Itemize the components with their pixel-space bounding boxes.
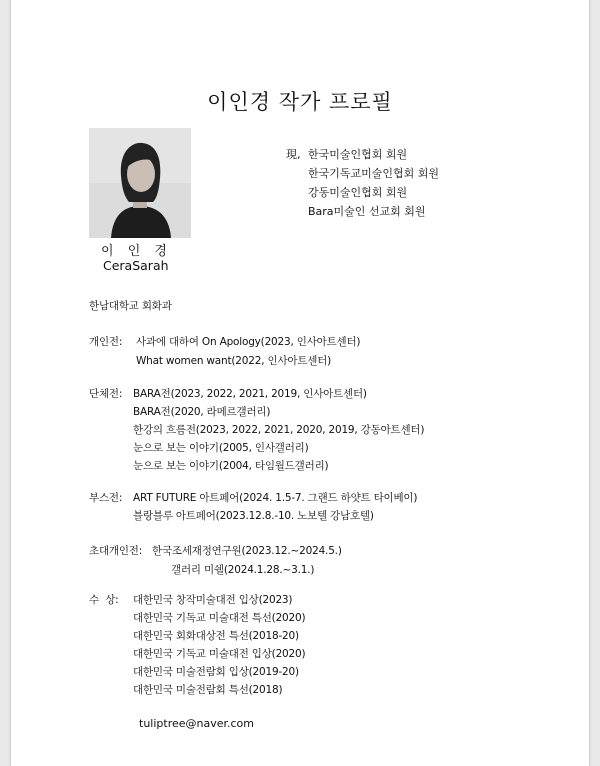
affiliation-item: 한국미술인협회 회원	[308, 148, 408, 161]
page-title: 이인경 작가 프로필	[207, 90, 393, 114]
artist-name-english: CeraSarah	[103, 258, 169, 273]
award-item: 대한민국 미술전람회 특선(2018)	[133, 684, 283, 696]
solo-item: 사과에 대하여 On Apology(2023, 인사아트센터)	[136, 336, 361, 348]
affiliation-item: 한국기독교미술인협회 회원	[308, 167, 440, 180]
group-label: 단체전:	[89, 388, 123, 400]
invited-item: 갤러리 미쉘(2024.1.28.~3.1.)	[171, 564, 315, 576]
award-item: 대한민국 회화대상전 특선(2018-20)	[133, 630, 299, 642]
award-item: 대한민국 기독교 미술대전 특선(2020)	[133, 612, 306, 624]
artist-portrait	[89, 128, 191, 238]
award-item: 대한민국 기독교 미술대전 입상(2020)	[133, 648, 306, 660]
contact-email[interactable]: tuliptree@naver.com	[139, 717, 255, 730]
invited-label: 초대개인전:	[89, 545, 143, 557]
affiliation-item: 강동미술인협회 회원	[308, 186, 408, 199]
education: 한남대학교 회화과	[89, 300, 172, 312]
group-item: BARA전(2023, 2022, 2021, 2019, 인사아트센터)	[133, 388, 367, 400]
booth-label: 부스전:	[89, 492, 123, 504]
solo-item: What women want(2022, 인사아트센터)	[136, 355, 332, 367]
award-item: 대한민국 창작미술대전 입상(2023)	[133, 594, 293, 606]
booth-item: ART FUTURE 아트페어(2024. 1.5-7. 그랜드 하얏트 타이베이)	[133, 492, 418, 504]
solo-label: 개인전:	[89, 336, 123, 348]
invited-item: 한국조세재정연구원(2023.12.~2024.5.)	[152, 545, 342, 557]
awards-label: 수 상:	[89, 594, 119, 606]
booth-item: 블랑블루 아트페어(2023.12.8.-10. 노보텔 강남호텔)	[133, 510, 374, 522]
group-item: BARA전(2020, 라메르갤러리)	[133, 406, 271, 418]
award-item: 대한민국 미술전람회 입상(2019-20)	[133, 666, 299, 678]
group-item: 눈으로 보는 이야기(2005, 인사갤러리)	[133, 442, 309, 454]
artist-name-korean: 이 인 경	[101, 244, 172, 259]
group-item: 한강의 흐름전(2023, 2022, 2021, 2020, 2019, 강동아트센터)	[133, 424, 425, 436]
group-item: 눈으로 보는 이야기(2004, 타임월드갤러리)	[133, 460, 329, 472]
affiliation-item: Bara미술인 선교회 회원	[308, 205, 426, 218]
affiliations-label: 現,	[286, 148, 301, 161]
affiliations-block	[286, 145, 439, 221]
